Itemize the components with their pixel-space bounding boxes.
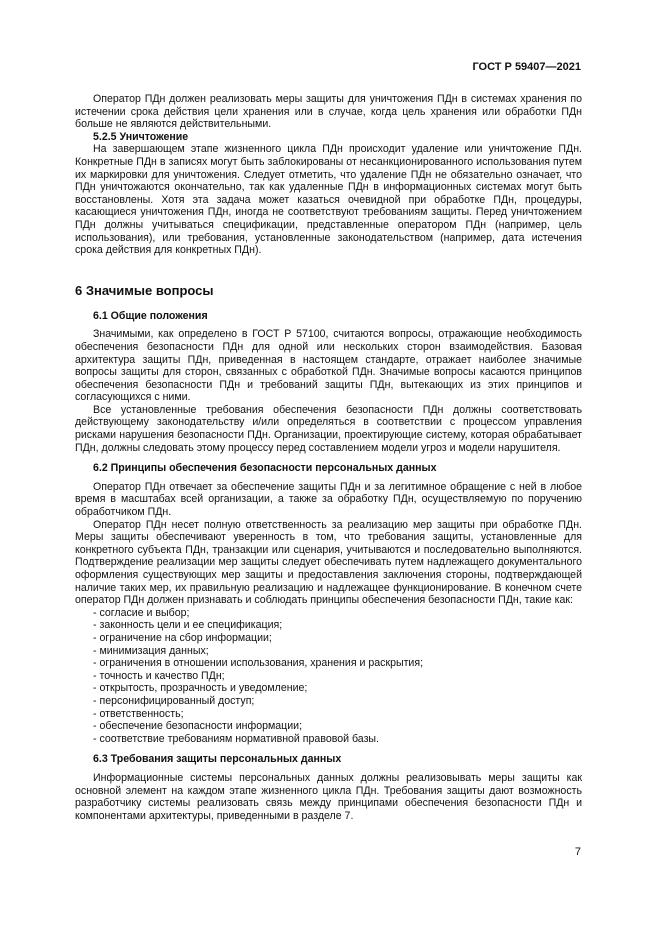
list-item: - законность цели и ее спецификация; xyxy=(75,619,582,632)
section-6-3-paragraph: Информационные системы персональных данных должны реализовывать меры защиты как основной элемент на каждом этапе жизненного цикла ПДн. Требования защиты дают возможность разработчику системы реализовать связь между принципами обеспечения безопасности ПДн и компонентами архитектуры, приведенными в разделе 7. xyxy=(75,771,582,822)
list-item: - точность и качество ПДн; xyxy=(75,670,582,683)
section-5-2-5-title: 5.2.5 Уничтожение xyxy=(93,130,189,143)
section-5-2-5-text: На завершающем этапе жизненного цикла ПДн происходит удаление или уничтожение ПДн. Конкретные ПДн в записях могут быть заблокированы от несанкционированного использования путем их маркировки для уничтожения. Следует отметить, что удаление ПДн не обязательно означает, что ПДн уничтожаются окончательно, так как удаленные ПДн в информационных системах могут быть восстановлены. Хотя эта задача может казаться очевидной при обработке ПДн, процедуры, касающиеся уничтожения ПДн, иногда не соответствуют требованиям защиты. Перед уничтожением ПДн должны учитываться спецификации, представленные оператором ПДн (например, цель использования), или требования, установленные законодательством (например, дата истечения срока действия для конкретных ПДн). xyxy=(75,143,582,257)
list-item: - ответственность; xyxy=(75,708,582,721)
list-item: - персонифицированный доступ; xyxy=(75,695,582,708)
list-item: - открытость, прозрачность и уведомление; xyxy=(75,682,582,695)
document-id: ГОСТ Р 59407—2021 xyxy=(472,61,581,73)
section-6-1-paragraph: Все установленные требования обеспечения безопасности ПДн должны соответствовать действующему законодательству и/или определяться в соответствии с процессом управления рисками нарушения безопасности ПДн. Организации, проектирующие систему, которая обрабатывает ПДн, должны следовать этому процессу перед составлением модели угроз и модели нарушителя. xyxy=(75,403,582,454)
section-6-3-title: 6.3 Требования защиты персональных данных xyxy=(93,753,342,766)
section-6-title: 6 Значимые вопросы xyxy=(75,282,214,298)
section-6-2-title: 6.2 Принципы обеспечения безопасности персональных данных xyxy=(93,462,437,475)
section-6-1-paragraph: Значимыми, как определено в ГОСТ Р 57100, считаются вопросы, отражающие необходимость обеспечения безопасности ПДн для одной или нескольких сторон взаимодействия. Базовая архитектура защиты ПДн, приведенная в настоящем стандарте, отражает наиболее значимые вопросы защиты для сторон, связанных с обработкой ПДн. Значимые вопросы касаются принципов обеспечения безопасности ПДн и требований защиты ПДн, вытекающих из этих принципов и согласующихся с ними. xyxy=(75,328,582,404)
principles-list xyxy=(75,607,582,746)
list-item: - ограничение на сбор информации; xyxy=(75,632,582,645)
list-item: - согласие и выбор; xyxy=(75,607,582,620)
page-content xyxy=(75,93,582,822)
list-item: - обеспечение безопасности информации; xyxy=(75,720,582,733)
section-6-1-title: 6.1 Общие положения xyxy=(93,309,208,322)
section-6-2-paragraph: Оператор ПДн отвечает за обеспечение защиты ПДн и за легитимное обращение с ней в любое время в масштабах всей организации, а также за обработку ПДн, осуществляемую по поручению обработчиком ПДн. xyxy=(75,480,582,519)
list-item: - ограничения в отношении использования, хранения и раскрытия; xyxy=(75,657,582,670)
list-item: - соответствие требованиям нормативной правовой базы. xyxy=(75,733,582,746)
intro-paragraph: Оператор ПДн должен реализовать меры защиты для уничтожения ПДн в системах хранения по истечении срока действия цели хранения или в случае, когда цель хранения или обработки ПДн больше не являются действительными. xyxy=(75,93,582,131)
page-number: 7 xyxy=(574,846,581,858)
list-item: - минимизация данных; xyxy=(75,645,582,658)
section-6-2-paragraph: Оператор ПДн несет полную ответственность за реализацию мер защиты при обработке ПДн. Меры защиты обеспечивают уверенность в том, что требования защиты, установленные для конкретного субъекта ПДн, транзакции или сценария, учитываются и последовательно выполняются. Подтверждение реализации мер защиты следует обеспечивать путем надлежащего документального оформления существующих мер защиты и предоставления заключения стороны, подтверждающей наличие таких мер, их правильную реализацию и надлежащее функционирование. В конечном счете оператор ПДн должен признавать и соблюдать принципы обеспечения безопасности ПДн, такие как: xyxy=(75,518,582,607)
